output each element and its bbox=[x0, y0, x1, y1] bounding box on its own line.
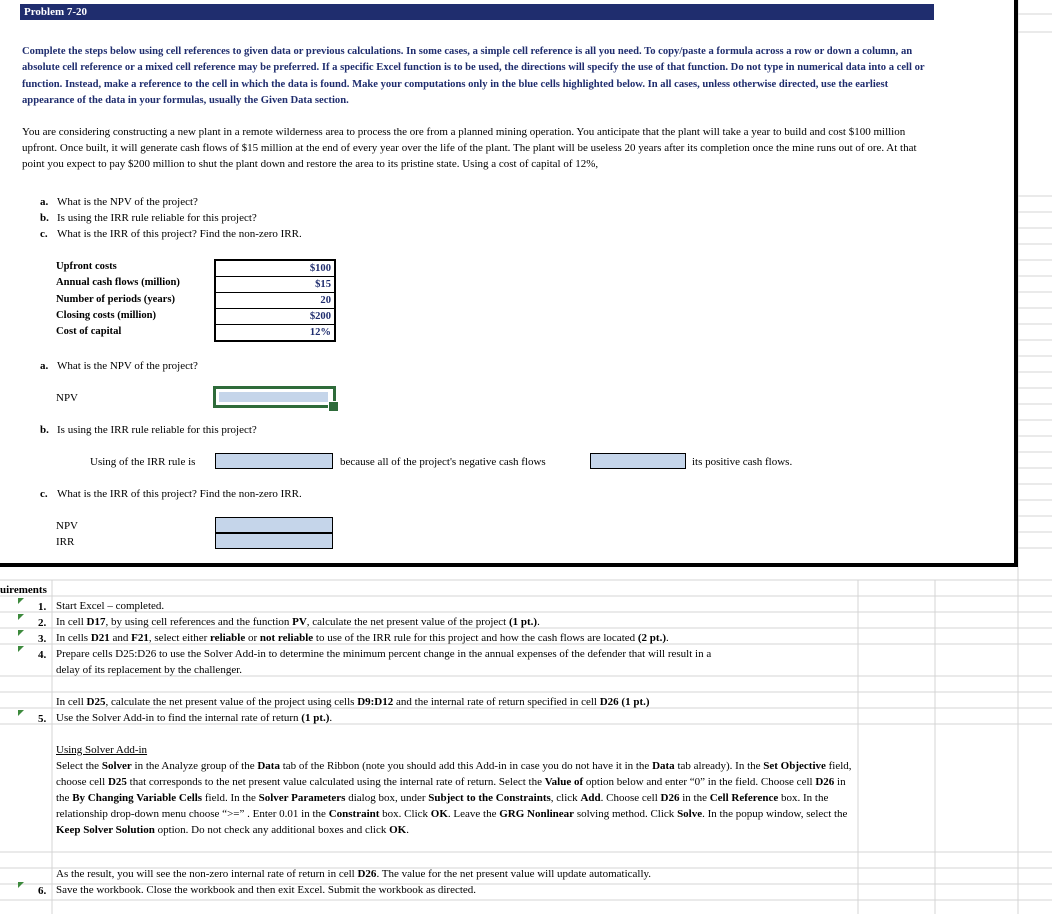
req-num-5: 5. bbox=[38, 713, 47, 725]
question-c: c. What is the IRR of this project? Find the non-zero IRR. bbox=[40, 228, 302, 240]
req-text-1: Start Excel – completed. bbox=[56, 600, 165, 612]
npv-irr-cell[interactable] bbox=[215, 517, 333, 533]
irr-label: IRR bbox=[56, 536, 75, 548]
negative-cash-flows-text: because all of the project's negative cash flows bbox=[340, 456, 546, 468]
comment-flag-icon bbox=[18, 614, 24, 620]
part-b-question: b. Is using the IRR rule reliable for this project? bbox=[40, 424, 257, 436]
req-text-5: Use the Solver Add-in to find the internal rate of return (1 pt.). bbox=[56, 712, 333, 724]
comment-flag-icon bbox=[18, 710, 24, 716]
part-a-question: a. What is the NPV of the project? bbox=[40, 360, 198, 372]
npv-answer-cell[interactable] bbox=[213, 386, 336, 408]
positive-cash-flows-text: its positive cash flows. bbox=[692, 456, 793, 468]
instructions-text: Complete the steps below using cell references to given data or previous calculations. In some cases, a simple cell reference is all you need. To copy/paste a formula across a row or down a column, an absolute cell reference or a mixed cell reference may be preferred. If a specific Excel function is to be used, the directions will specify the use of that function. Do not type in numerical data into a cell or function. Instead, make a reference to the cell in which the data is found. Make your computations only in the blue cells highlighted below. In all cases, unless otherwise directed, use the earliest appearance of the data in your formulas, usually the Given Data section. bbox=[22, 46, 925, 106]
req-num-4: 4. bbox=[38, 649, 47, 661]
irr-answer-cell[interactable] bbox=[215, 533, 333, 549]
comment-flag-icon bbox=[18, 630, 24, 636]
requirements-heading: uirements bbox=[0, 584, 47, 596]
given-value-periods[interactable]: 20 bbox=[216, 293, 334, 309]
part-c-question: c. What is the IRR of this project? Find the non-zero IRR. bbox=[40, 488, 302, 500]
problem-statement: You are considering constructing a new plant in a remote wilderness area to process the ore from a planned mining operation. You anticipate that the plant will take a year to build and cost $100 million upfront. Once built, it will generate cash flows of $15 million at the end of every year over the life of the plant. The plant will be useless 20 years after its completion once the mine runs out of ore. At that point you expect to pay $200 million to shut the plant down and restore the area to its pristine state. Using a cost of capital of 12%, bbox=[22, 126, 917, 170]
fill-handle[interactable] bbox=[328, 401, 339, 412]
req-text-4-d25: In cell D25, calculate the net present value of the project using cells D9:D12 and the internal rate of return specified in cell D26 (1 pt.) bbox=[56, 696, 650, 708]
req-text-2: In cell D17, by using cell references and the function PV, calculate the net present value of the project (1 pt.). bbox=[56, 616, 540, 628]
given-label-upfront: Upfront costs bbox=[56, 261, 117, 272]
problem-title: Problem 7-20 bbox=[20, 4, 934, 20]
question-a: a. What is the NPV of the project? bbox=[40, 196, 198, 208]
irr-rule-text: Using of the IRR rule is bbox=[90, 456, 196, 468]
given-value-closing[interactable]: $200 bbox=[216, 309, 334, 325]
solver-result-text: As the result, you will see the non-zero internal rate of return in cell D26. The value for the net present value will update automatically. bbox=[56, 868, 652, 880]
comment-flag-icon bbox=[18, 646, 24, 652]
cash-flow-location-cell[interactable] bbox=[590, 453, 686, 469]
req-num-1: 1. bbox=[38, 601, 47, 613]
solver-instructions: Using Solver Add-in Select the Solver in the Analyze group of the Data tab of the Ribbon (note you should add this Add-in in case you do not have it in the Data tab already). In the Set Objective field, choose cell D25 that corresponds to the net present value calculated using the internal rate of return. Select the Value of option below and enter “0” in the field. Choose cell D26 in the By Changing Variable Cells field. In the Solver Parameters dialog box, under Subject to the Constraints, click Add. Choose cell D26 in the Cell Reference box. In the relationship drop-down menu choose “>=” . Enter 0.01 in the Constraint box. Click OK. Leave the GRG Nonlinear solving method. Click Solve. In the popup window, select the Keep Solver Solution option. Do not check any additional boxes and click OK. bbox=[56, 742, 856, 838]
comment-flag-icon bbox=[18, 598, 24, 604]
npv-label-c: NPV bbox=[56, 520, 79, 532]
given-data-table bbox=[214, 259, 336, 342]
req-text-3: In cells D21 and F21, select either reliable or not reliable to use of the IRR rule for this project and how the cash flows are located (2 pt.). bbox=[56, 632, 669, 644]
solver-heading: Using Solver Add-in bbox=[56, 744, 148, 756]
req-num-6: 6. bbox=[38, 885, 47, 897]
req-num-3: 3. bbox=[38, 633, 47, 645]
npv-label-a: NPV bbox=[56, 392, 79, 404]
req-text-6: Save the workbook. Close the workbook and then exit Excel. Submit the workbook as directed. bbox=[56, 884, 477, 896]
given-label-cashflows: Annual cash flows (million) bbox=[56, 277, 180, 288]
question-b: b. Is using the IRR rule reliable for this project? bbox=[40, 212, 257, 224]
comment-flag-icon bbox=[18, 882, 24, 888]
given-value-cost-of-capital[interactable]: 12% bbox=[216, 325, 334, 341]
req-text-4: Prepare cells D25:D26 to use the Solver Add-in to determine the minimum percent change in the annual expenses of the defender that will result in a delay of its replacement by the challenger. bbox=[56, 648, 712, 676]
given-value-cashflows[interactable]: $15 bbox=[216, 277, 334, 293]
req-num-2: 2. bbox=[38, 617, 47, 629]
given-label-closing: Closing costs (million) bbox=[56, 310, 157, 321]
given-label-periods: Number of periods (years) bbox=[56, 294, 175, 305]
irr-reliable-cell[interactable] bbox=[215, 453, 333, 469]
given-value-upfront[interactable]: $100 bbox=[216, 261, 334, 277]
given-label-cost-of-capital: Cost of capital bbox=[56, 326, 122, 337]
